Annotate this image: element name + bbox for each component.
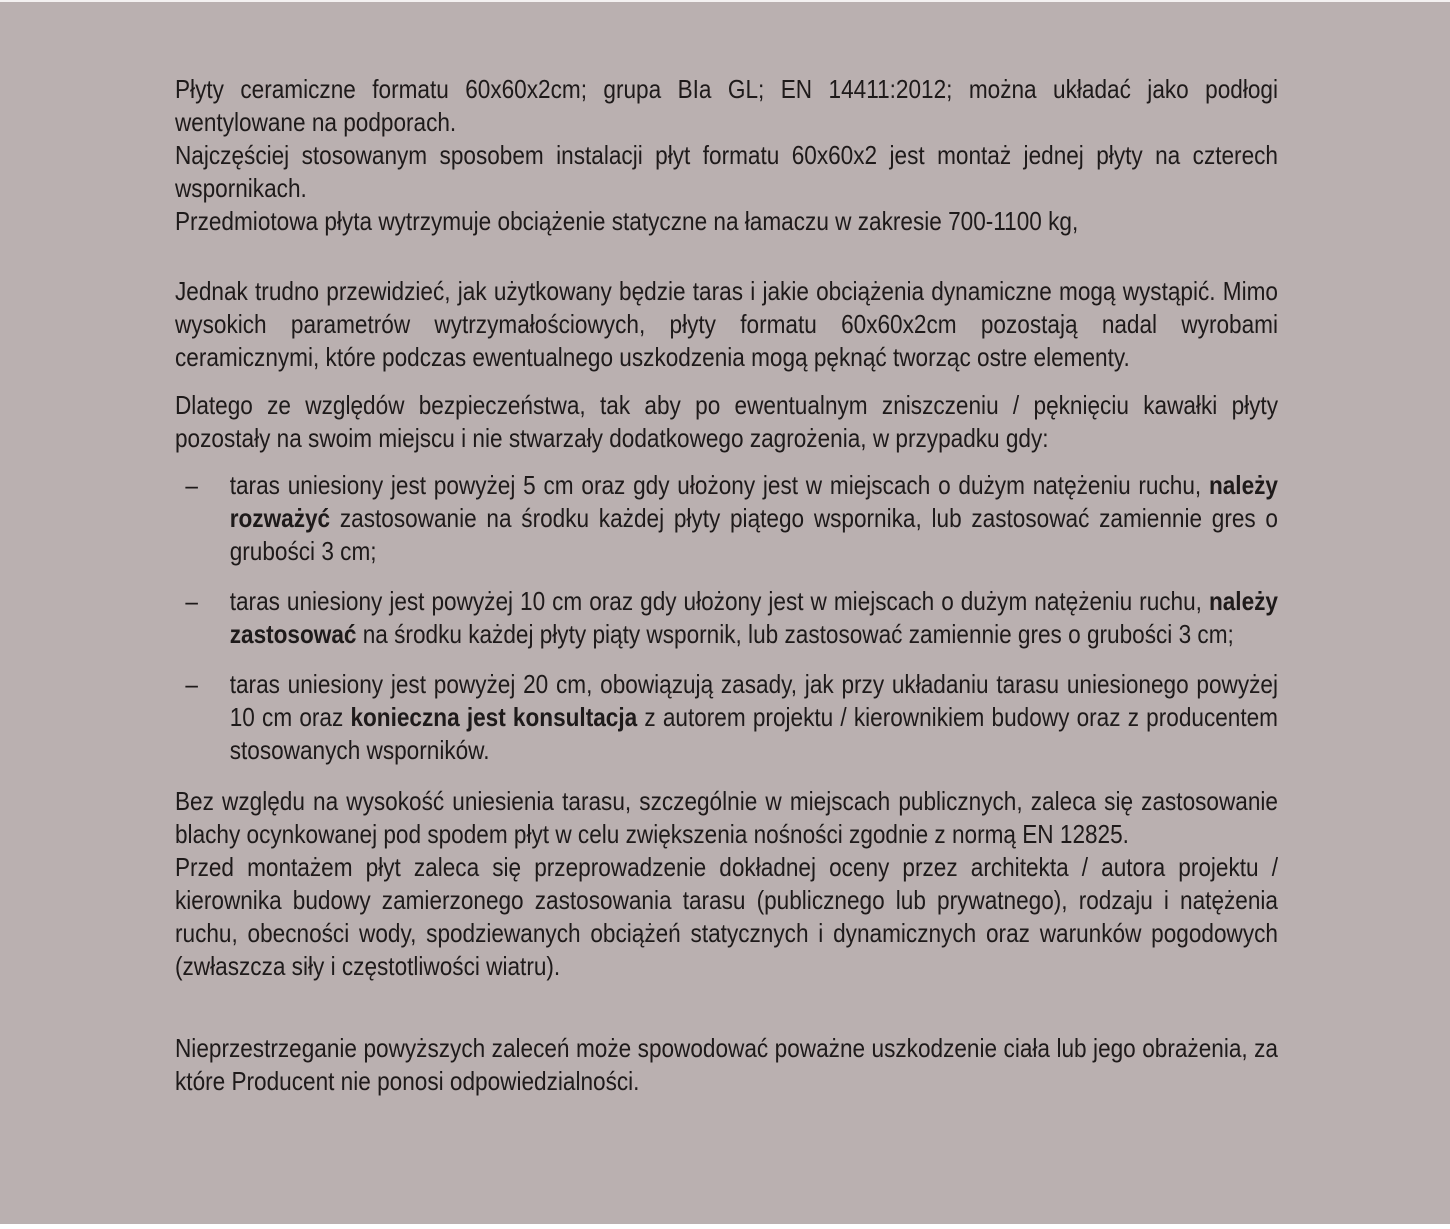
list-item-text: [230, 470, 1278, 566]
dash-bullet-icon: –: [185, 669, 198, 699]
list-item-text-before: taras uniesiony jest powyżej 10 cm oraz gdy ułożony jest w miejscach o dużym natężeniu ruchu,: [229, 586, 1209, 616]
list-item-text-before: taras uniesiony jest powyżej 20 cm, obowiązują zasady, jak przy układaniu tarasu uniesionego powyżej 10 cm oraz: [229, 669, 1278, 732]
paragraph-pre-installation-assessment: Przed montażem płyt zaleca się przeprowadzenie dokładnej oceny przez architekta / autora projektu / kierownika budowy zamierzonego zastosowania tarasu (publicznego lub prywatnego), rodzaju i natężenia ruchu, obecności wody, spodziewanych obciążeń statycznych i dynamicznych oraz warunków pogodowych (zwłaszcza siły i częstotliwości wiatru).: [175, 852, 1278, 981]
list-item-text: [230, 586, 1278, 649]
safety-conditions-list: [175, 469, 1278, 767]
list-item-above-20cm: [175, 668, 1278, 767]
list-item-text-after: zastosowanie na środku każdej płyty piątego wspornika, lub zastosować zamiennie gres o grubości 3 cm;: [229, 503, 1278, 566]
page-bottom-edge: [0, 1224, 1450, 1229]
dash-bullet-icon: –: [185, 470, 198, 500]
list-item-text-before: taras uniesiony jest powyżej 5 cm oraz gdy ułożony jest w miejscach o dużym natężeniu ruchu,: [229, 470, 1209, 500]
paragraph-safety-reasons: Dlatego ze względów bezpieczeństwa, tak aby po ewentualnym zniszczeniu / pęknięciu kawałki płyty pozostały na swoim miejscu i nie stwarzały dodatkowego zagrożenia, w przypadku gdy:: [175, 390, 1278, 453]
paragraph-galvanized-sheet: Bez względu na wysokość uniesienia tarasu, szczególnie w miejscach publicznych, zaleca się zastosowanie blachy ocynkowanej pod spodem płyt w celu zwiększenia nośności zgodnie z normą EN 12825.: [175, 786, 1278, 849]
paragraph-dynamic-loads: Jednak trudno przewidzieć, jak użytkowany będzie taras i jakie obciążenia dynamiczne mogą wystąpić. Mimo wysokich parametrów wytrzymałościowych, płyty formatu 60x60x2cm pozostają nadal wyrobami ceramicznymi, które podczas ewentualnego uszkodzenia mogą pęknąć tworząc ostre elementy.: [175, 276, 1278, 372]
list-item-text-bold: należy rozważyć: [229, 470, 1278, 533]
paragraph-plate-format: Płyty ceramiczne formatu 60x60x2cm; grupa BIa GL; EN 14411:2012; można układać jako podłogi wentylowane na podporach.: [175, 74, 1278, 137]
list-item-text-after: na środku każdej płyty piąty wspornik, lub zastosować zamiennie gres o grubości 3 cm;: [356, 619, 1234, 649]
document-content: [175, 73, 1278, 1098]
list-item-above-5cm: [175, 469, 1278, 568]
dash-bullet-icon: –: [185, 586, 198, 616]
list-item-text-after: z autorem projektu / kierownikiem budowy oraz z producentem stosowanych wsporników.: [229, 702, 1278, 765]
list-item-text-bold: należy zastosować: [229, 586, 1278, 649]
paragraph-static-load: Przedmiotowa płyta wytrzymuje obciążenie statyczne na łamaczu w zakresie 700-1100 kg,: [175, 206, 1079, 236]
list-item-text: [230, 669, 1278, 765]
list-item-above-10cm: [175, 585, 1278, 651]
list-item-text-bold: konieczna jest konsultacja: [350, 702, 638, 732]
paragraph-liability-warning: Nieprzestrzeganie powyższych zaleceń może spowodować poważne uszkodzenie ciała lub jego obrażenia, za które Producent nie ponosi odpowiedzialności.: [175, 1033, 1278, 1096]
page-top-edge: [0, 0, 1450, 2]
paragraph-installation-method: Najczęściej stosowanym sposobem instalacji płyt formatu 60x60x2 jest montaż jednej płyty na czterech wspornikach.: [175, 140, 1278, 203]
